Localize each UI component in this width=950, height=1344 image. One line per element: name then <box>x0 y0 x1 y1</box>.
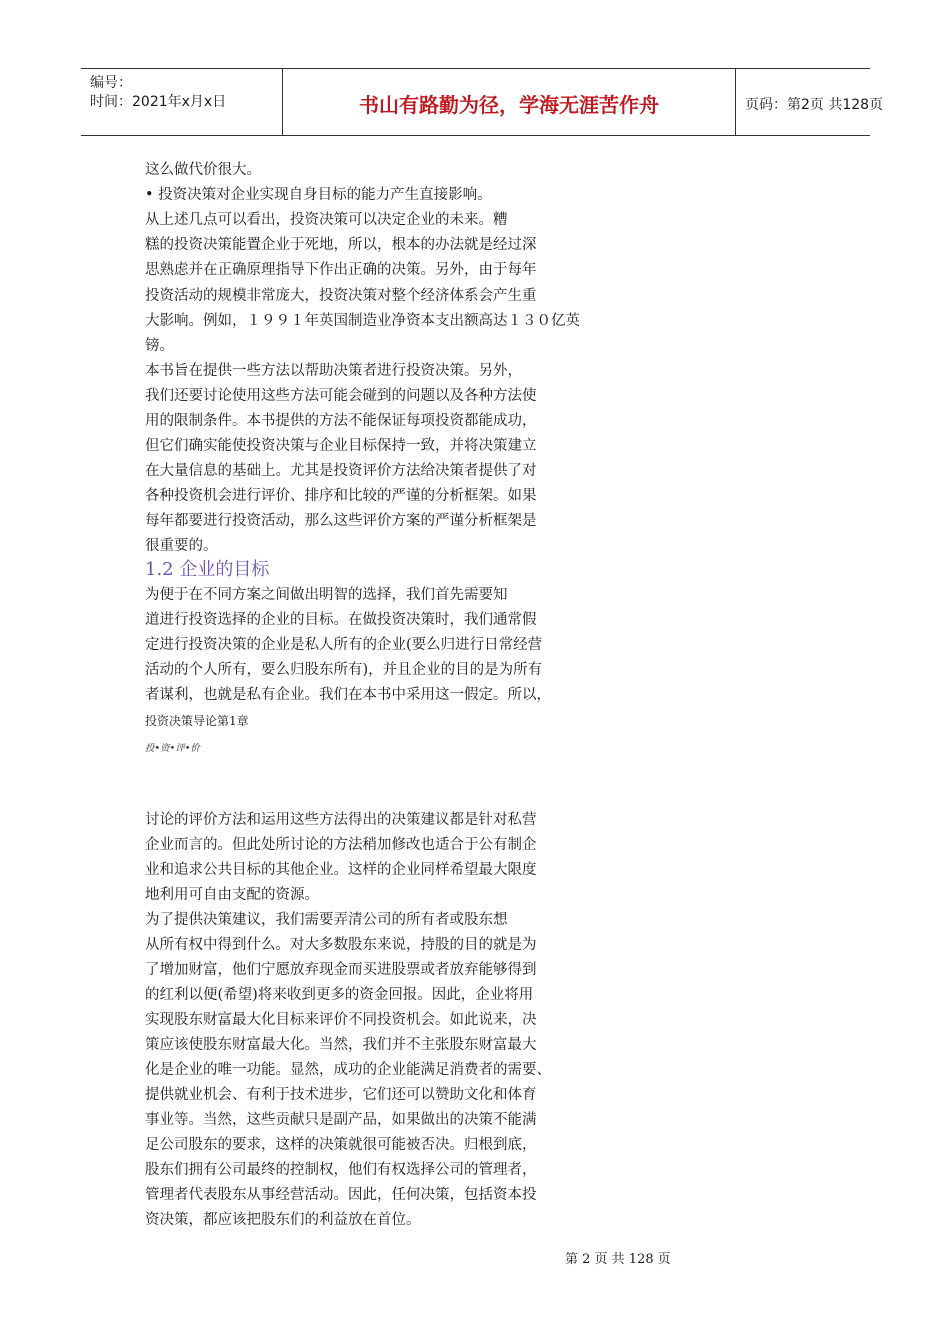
body-line: 定进行投资决策的企业是私人所有的企业(要么归进行日常经营 <box>145 637 543 653</box>
body-line: 者谋利，也就是私有企业。我们在本书中采用这一假定。所以， <box>145 687 551 703</box>
body-line: 为了提供决策建议，我们需要弄清公司的所有者或股东想 <box>145 912 508 928</box>
body-line: 思熟虑并在正确原理指导下作出正确的决策。另外，由于每年 <box>145 262 537 278</box>
body-line: 投资活动的规模非常庞大，投资决策对整个经济体系会产生重 <box>145 288 537 304</box>
body-line: 业和追求公共目标的其他企业。这样的企业同样希望最大限度 <box>145 862 537 878</box>
header-info-cell <box>81 69 283 135</box>
body-line: 在大量信息的基础上。尤其是投资评价方法给决策者提供了对 <box>145 463 537 479</box>
body-line: 我们还要讨论使用这些方法可能会碰到的问题以及各种方法使 <box>145 388 537 404</box>
body-line: 镑。 <box>145 338 174 354</box>
header-page-number: 页码：第2页 共128页 <box>745 97 884 113</box>
body-line: 资决策，都应该把股东们的利益放在首位。 <box>145 1212 421 1228</box>
body-line: 管理者代表股东从事经营活动。因此，任何决策，包括资本投 <box>145 1187 537 1203</box>
body-line: 从所有权中得到什么。对大多数股东来说，持股的目的就是为 <box>145 937 537 953</box>
body-line: 足公司股东的要求，这样的决策就很可能被否决。归根到底， <box>145 1137 537 1153</box>
body-line: 提供就业机会、有利于技术进步，它们还可以赞助文化和体育 <box>145 1087 537 1103</box>
body-line: 股东们拥有公司最终的控制权，他们有权选择公司的管理者， <box>145 1162 537 1178</box>
body-line: 每年都要进行投资活动，那么这些评价方案的严谨分析框架是 <box>145 513 537 529</box>
chapter-note: 投资决策导论第1章 <box>145 714 249 728</box>
document-date: 时间：2021年x月x日 <box>90 94 227 110</box>
body-line: 很重要的。 <box>145 538 218 554</box>
running-mark: 投•资•评•价 <box>145 743 200 754</box>
body-line: 讨论的评价方法和运用这些方法得出的决策建议都是针对私营 <box>145 812 537 828</box>
body-line: 糕的投资决策能置企业于死地，所以，根本的办法就是经过深 <box>145 237 537 253</box>
body-line: 大影响。例如，１９９１年英国制造业净资本支出额高达１３０亿英 <box>145 313 580 329</box>
body-line: 道进行投资选择的企业的目标。在做投资决策时，我们通常假 <box>145 612 537 628</box>
body-line: 为便于在不同方案之间做出明智的选择，我们首先需要知 <box>145 587 508 603</box>
section-heading: 1.2 企业的目标 <box>145 559 270 580</box>
body-line: 事业等。当然，这些贡献只是副产品，如果做出的决策不能满 <box>145 1112 537 1128</box>
body-line: • 投资决策对企业实现自身目标的能力产生直接影响。 <box>145 187 492 203</box>
page-footer: 第 2 页 共 128 页 <box>565 1252 671 1267</box>
body-line: 地利用可自由支配的资源。 <box>145 887 319 903</box>
body-line: 实现股东财富最大化目标来评价不同投资机会。如此说来，决 <box>145 1012 537 1028</box>
body-line: 的红利以便(希望)将来收到更多的资金回报。因此，企业将用 <box>145 987 534 1003</box>
body-line: 本书旨在提供一些方法以帮助决策者进行投资决策。另外， <box>145 363 522 379</box>
body-line: 活动的个人所有，要么归股东所有)，并且企业的目的是为所有 <box>145 662 543 678</box>
body-line: 策应该使股东财富最大化。当然，我们并不主张股东财富最大 <box>145 1037 537 1053</box>
body-line: 了增加财富，他们宁愿放弃现金而买进股票或者放弃能够得到 <box>145 962 537 978</box>
body-line: 各种投资机会进行评价、排序和比较的严谨的分析框架。如果 <box>145 488 537 504</box>
body-line: 企业而言的。但此处所讨论的方法稍加修改也适合于公有制企 <box>145 837 537 853</box>
body-line: 这么做代价很大。 <box>145 162 261 178</box>
body-line: 化是企业的唯一功能。显然，成功的企业能满足消费者的需要、 <box>145 1062 551 1078</box>
body-line: 从上述几点可以看出，投资决策可以决定企业的未来。糟 <box>145 212 508 228</box>
body-line: 但它们确实能使投资决策与企业目标保持一致，并将决策建立 <box>145 438 537 454</box>
header-motto-cell <box>283 69 736 135</box>
document-number-label: 编号： <box>90 75 132 91</box>
header-table <box>81 68 884 136</box>
header-page-cell <box>736 69 884 135</box>
body-line: 用的限制条件。本书提供的方法不能保证每项投资都能成功， <box>145 413 537 429</box>
header-motto: 书山有路勤为径，学海无涯苦作舟 <box>359 93 659 117</box>
